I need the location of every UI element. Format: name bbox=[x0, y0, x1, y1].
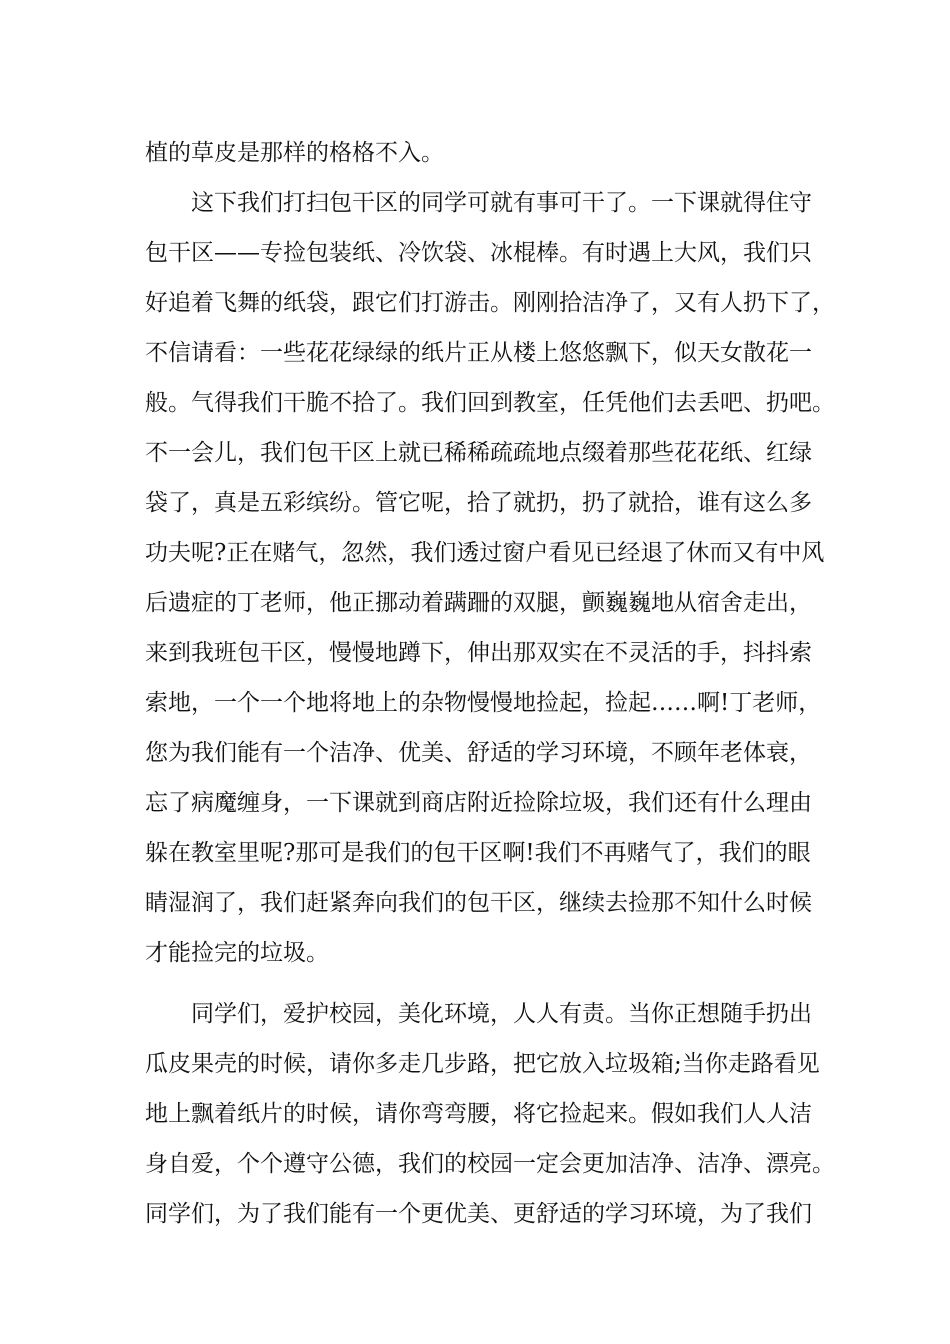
text-line: 好追着飞舞的纸袋，跟它们打游击。刚刚拾洁净了，又有人扔下了， bbox=[145, 290, 835, 316]
text-line: 后遗症的丁老师，他正挪动着蹒跚的双腿，颤巍巍地从宿舍走出， bbox=[145, 590, 812, 616]
text-line: 不信请看：一些花花绿绿的纸片正从楼上悠悠飘下，似天女散花一 bbox=[145, 340, 812, 366]
text-line: 来到我班包干区，慢慢地蹲下，伸出那双实在不灵活的手，抖抖索 bbox=[145, 640, 812, 666]
text-line: 瓜皮果壳的时候，请你多走几步路，把它放入垃圾箱;当你走路看见 bbox=[145, 1051, 820, 1077]
text-line: 包干区——专捡包装纸、冷饮袋、冰棍棒。有时遇上大风，我们只 bbox=[145, 240, 812, 266]
text-line: 索地，一个一个地将地上的杂物慢慢地捡起，捡起……啊!丁老师， bbox=[145, 690, 822, 716]
text-line: 身自爱，个个遵守公德，我们的校园一定会更加洁净、洁净、漂亮。 bbox=[145, 1151, 835, 1177]
text-line: 袋了，真是五彩缤纷。管它呢，拾了就扔，扔了就拾，谁有这么多 bbox=[145, 490, 812, 516]
text-line: 地上飘着纸片的时候，请你弯弯腰，将它捡起来。假如我们人人洁 bbox=[145, 1101, 812, 1127]
paragraph-end-line: 才能捡完的垃圾。 bbox=[145, 940, 329, 966]
text-line: 躲在教室里呢?那可是我们的包干区啊!我们不再赌气了，我们的眼 bbox=[145, 840, 811, 866]
text-line: 忘了病魔缠身，一下课就到商店附近捡除垃圾，我们还有什么理由 bbox=[145, 790, 812, 816]
text-line: 般。气得我们干脆不拾了。我们回到教室，任凭他们去丢吧、扔吧。 bbox=[145, 390, 835, 416]
article-body bbox=[145, 128, 835, 1239]
text-line: 植的草皮是那样的格格不入。 bbox=[145, 140, 444, 166]
text-line: 不一会儿，我们包干区上就已稀稀疏疏地点缀着那些花花纸、红绿 bbox=[145, 440, 812, 466]
paragraph-start-line: 同学们，爱护校园，美化环境，人人有责。当你正想随手扔出 bbox=[191, 1001, 812, 1027]
paragraph-start-line: 这下我们打扫包干区的同学可就有事可干了。一下课就得住守 bbox=[191, 190, 812, 216]
text-line: 功夫呢?正在赌气，忽然，我们透过窗户看见已经退了休而又有中风 bbox=[145, 540, 825, 566]
text-line: 您为我们能有一个洁净、优美、舒适的学习环境，不顾年老体衰， bbox=[145, 740, 812, 766]
text-line: 同学们，为了我们能有一个更优美、更舒适的学习环境，为了我们 bbox=[145, 1201, 812, 1227]
text-line: 睛湿润了，我们赶紧奔向我们的包干区，继续去捡那不知什么时候 bbox=[145, 890, 812, 916]
